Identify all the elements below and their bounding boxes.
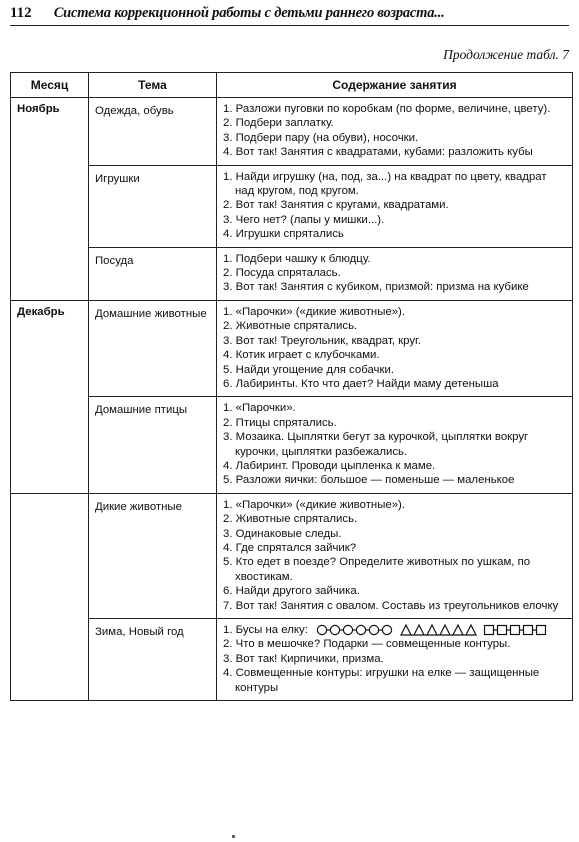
activity-item: 5. Разложи яички: большое — поменьше — маленькое — [223, 474, 515, 487]
content-cell — [217, 247, 573, 300]
activity-item: 3. Мозаика. Цыплятки бегут за курочкой, цыплятки вокруг курочки, цыплятки разбежались. — [223, 431, 529, 458]
activity-item: 4. Совмещенные контуры: игрушки на елке — защищенные контуры — [223, 667, 540, 694]
activity-item: 3. Подбери пару (на обуви), носочки. — [223, 131, 419, 144]
activity-list — [223, 498, 566, 613]
bead-sequences — [315, 624, 553, 636]
activity-list — [223, 170, 566, 242]
table-row — [11, 493, 573, 618]
activity-item: 2. Что в мешочке? Подарки — совмещенные контуры. — [223, 638, 511, 651]
activity-item: 1. Подбери чашку к блюдцу. — [223, 252, 371, 265]
running-title: Система коррекционной работы с детьми раннего возраста... — [53, 5, 445, 21]
page-number: 112 — [10, 5, 32, 21]
month-cell — [11, 165, 89, 247]
topic-cell: Игрушки — [89, 165, 217, 247]
activity-list — [223, 623, 566, 695]
lesson-plan-table — [10, 72, 573, 701]
activity-item-text: 1. Бусы на елку: — [223, 624, 308, 636]
topic-cell: Домашние птицы — [89, 397, 217, 493]
activity-item: 6. Лабиринты. Кто что дает? Найди маму детеныша — [223, 377, 499, 390]
activity-item — [223, 623, 566, 637]
content-cell — [217, 98, 573, 166]
table-row — [11, 619, 573, 701]
activity-item: 4. Вот так! Занятия с квадратами, кубами: разложить кубы — [223, 146, 533, 159]
activity-item: 1. «Парочки» («дикие животные»). — [223, 498, 406, 511]
content-cell — [217, 165, 573, 247]
activity-list — [223, 401, 566, 487]
table-continuation-label: Продолжение табл. 7 — [443, 47, 569, 62]
activity-item: 3. Чего нет? (лапы у мишки...). — [223, 213, 385, 226]
topic-cell: Домашние животные — [89, 300, 217, 396]
activity-item: 3. Одинаковые следы. — [223, 527, 342, 540]
content-cell — [217, 300, 573, 396]
month-cell — [11, 493, 89, 618]
activity-item: 7. Вот так! Занятия с овалом. Составь из треугольников елочку — [223, 599, 559, 612]
table-row — [11, 165, 573, 247]
activity-item: 1. «Парочки». — [223, 402, 296, 415]
month-cell: Декабрь — [11, 300, 89, 396]
activity-item: 3. Вот так! Кирпичики, призма. — [223, 652, 384, 665]
topic-cell: Дикие животные — [89, 493, 217, 618]
activity-item: 4. Где спрятался зайчик? — [223, 541, 357, 554]
triangle-bead-icon — [399, 624, 481, 636]
table-row — [11, 397, 573, 493]
activity-item: 2. Животные спрятались. — [223, 513, 358, 526]
activity-item: 6. Найди другого зайчика. — [223, 585, 360, 598]
content-cell — [217, 493, 573, 618]
activity-item: 2. Посуда спряталась. — [223, 267, 341, 280]
table-row — [11, 300, 573, 396]
running-header — [10, 0, 569, 26]
activity-item: 3. Вот так! Треугольник, квадрат, круг. — [223, 334, 421, 347]
column-header-month: Месяц — [11, 73, 89, 98]
square-bead-icon — [483, 624, 553, 636]
activity-item: 4. Игрушки спрятались — [223, 228, 344, 241]
activity-list — [223, 252, 566, 295]
activity-item: 2. Животные спрятались. — [223, 320, 358, 333]
activity-item: 5. Найди угощение для собачки. — [223, 363, 395, 376]
activity-item: 5. Кто едет в поезде? Определите животных по ушкам, по хвостикам. — [223, 556, 531, 583]
month-cell — [11, 247, 89, 300]
activity-list — [223, 102, 566, 160]
topic-cell: Посуда — [89, 247, 217, 300]
table-header-row — [11, 73, 573, 98]
column-header-topic: Тема — [89, 73, 217, 98]
topic-cell: Одежда, обувь — [89, 98, 217, 166]
circle-bead-icon — [315, 624, 397, 636]
activity-list — [223, 305, 566, 391]
activity-item: 2. Подбери заплатку. — [223, 117, 334, 130]
activity-item: 3. Вот так! Занятия с кубиком, призмой: призма на кубике — [223, 281, 529, 294]
topic-cell: Зима, Новый год — [89, 619, 217, 701]
content-cell — [217, 619, 573, 701]
month-cell: Ноябрь — [11, 98, 89, 166]
content-cell — [217, 397, 573, 493]
month-cell — [11, 397, 89, 493]
activity-item: 4. Котик играет с клубочками. — [223, 349, 380, 362]
column-header-content: Содержание занятия — [217, 73, 573, 98]
table-row — [11, 247, 573, 300]
activity-item: 2. Вот так! Занятия с кругами, квадратами. — [223, 199, 449, 212]
activity-item: 2. Птицы спрятались. — [223, 416, 337, 429]
table-row — [11, 98, 573, 166]
activity-item: 1. Разложи пуговки по коробкам (по форме, величине, цвету). — [223, 103, 551, 115]
activity-item: 1. Найди игрушку (на, под, за...) на квадрат по цвету, квадрат над кругом, под кругом. — [223, 170, 547, 198]
month-cell — [11, 619, 89, 701]
activity-item: 1. «Парочки» («дикие животные»). — [223, 305, 406, 318]
print-speck — [232, 835, 235, 838]
activity-item: 4. Лабиринт. Проводи цыпленка к маме. — [223, 459, 436, 472]
